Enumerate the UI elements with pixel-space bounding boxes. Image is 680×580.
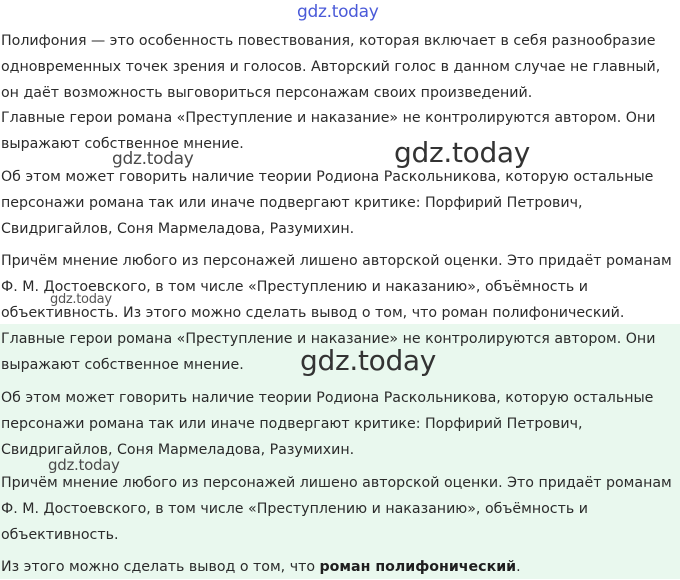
paragraph-line: Причём мнение любого из персонажей лишено авторской оценки. Это придаёт романам <box>1 253 672 269</box>
watermark-left-2: gdz.today <box>48 456 120 474</box>
paragraph-line: Свидригайлов, Соня Мармеладова, Разумихин. <box>1 221 355 237</box>
paragraph-7 <box>0 470 680 548</box>
paragraph-line: Ф. М. Достоевского, в том числе «Преступлению и наказанию», объёмность и <box>1 501 588 517</box>
paragraph-2 <box>0 105 680 157</box>
paragraph-3 <box>0 164 680 242</box>
watermark-small-1: gdz.today <box>50 292 112 307</box>
paragraph-line: Свидригайлов, Соня Мармеладова, Разумихин. <box>1 442 355 458</box>
watermark-center-1: gdz.today <box>394 136 531 169</box>
paragraph-6 <box>0 385 680 463</box>
paragraph-line: Об этом может говорить наличие теории Родиона Раскольникова, которую остальные <box>1 390 654 406</box>
conclusion-paragraph <box>0 554 680 580</box>
paragraph-line: Об этом может говорить наличие теории Родиона Раскольникова, которую остальные <box>1 169 654 185</box>
paragraph-line: Полифония — это особенность повествования, которая включает в себя разнообразие <box>1 33 656 49</box>
paragraph-line: объективность. <box>1 527 119 543</box>
paragraph-line: Главные герои романа «Преступление и наказание» не контролируются автором. Они <box>1 331 656 347</box>
paragraph-line: Ф. М. Достоевского, в том числе «Преступлению и наказанию», объёмность и <box>1 279 588 295</box>
conclusion-suffix: . <box>516 559 521 575</box>
paragraph-line: выражают собственное мнение. <box>1 357 244 373</box>
paragraph-line: одновременных точек зрения и голосов. Авторский голос в данном случае не главный, <box>1 59 661 75</box>
paragraph-1 <box>0 28 680 106</box>
conclusion-prefix: Из этого можно сделать вывод о том, что <box>1 559 320 575</box>
conclusion-line <box>0 554 680 580</box>
paragraph-line: персонажи романа так или иначе подвергают критике: Порфирий Петрович, <box>1 195 583 211</box>
paragraph-4 <box>0 248 680 326</box>
paragraph-line: выражают собственное мнение. <box>1 136 244 152</box>
paragraph-line: Причём мнение любого из персонажей лишено авторской оценки. Это придаёт романам <box>1 475 672 491</box>
watermark-center-2: gdz.today <box>300 344 437 377</box>
paragraph-line: Главные герои романа «Преступление и наказание» не контролируются автором. Они <box>1 110 656 126</box>
watermark-left-1: gdz.today <box>112 149 194 169</box>
watermark-top: gdz.today <box>297 2 379 22</box>
paragraph-line: персонажи романа так или иначе подвергают критике: Порфирий Петрович, <box>1 416 583 432</box>
paragraph-line: объективность. Из этого можно сделать вывод о том, что роман полифонический. <box>1 305 625 321</box>
conclusion-bold: роман полифонический <box>319 559 517 575</box>
paragraph-line: он даёт возможность выговориться персонажам своих произведений. <box>1 85 533 101</box>
